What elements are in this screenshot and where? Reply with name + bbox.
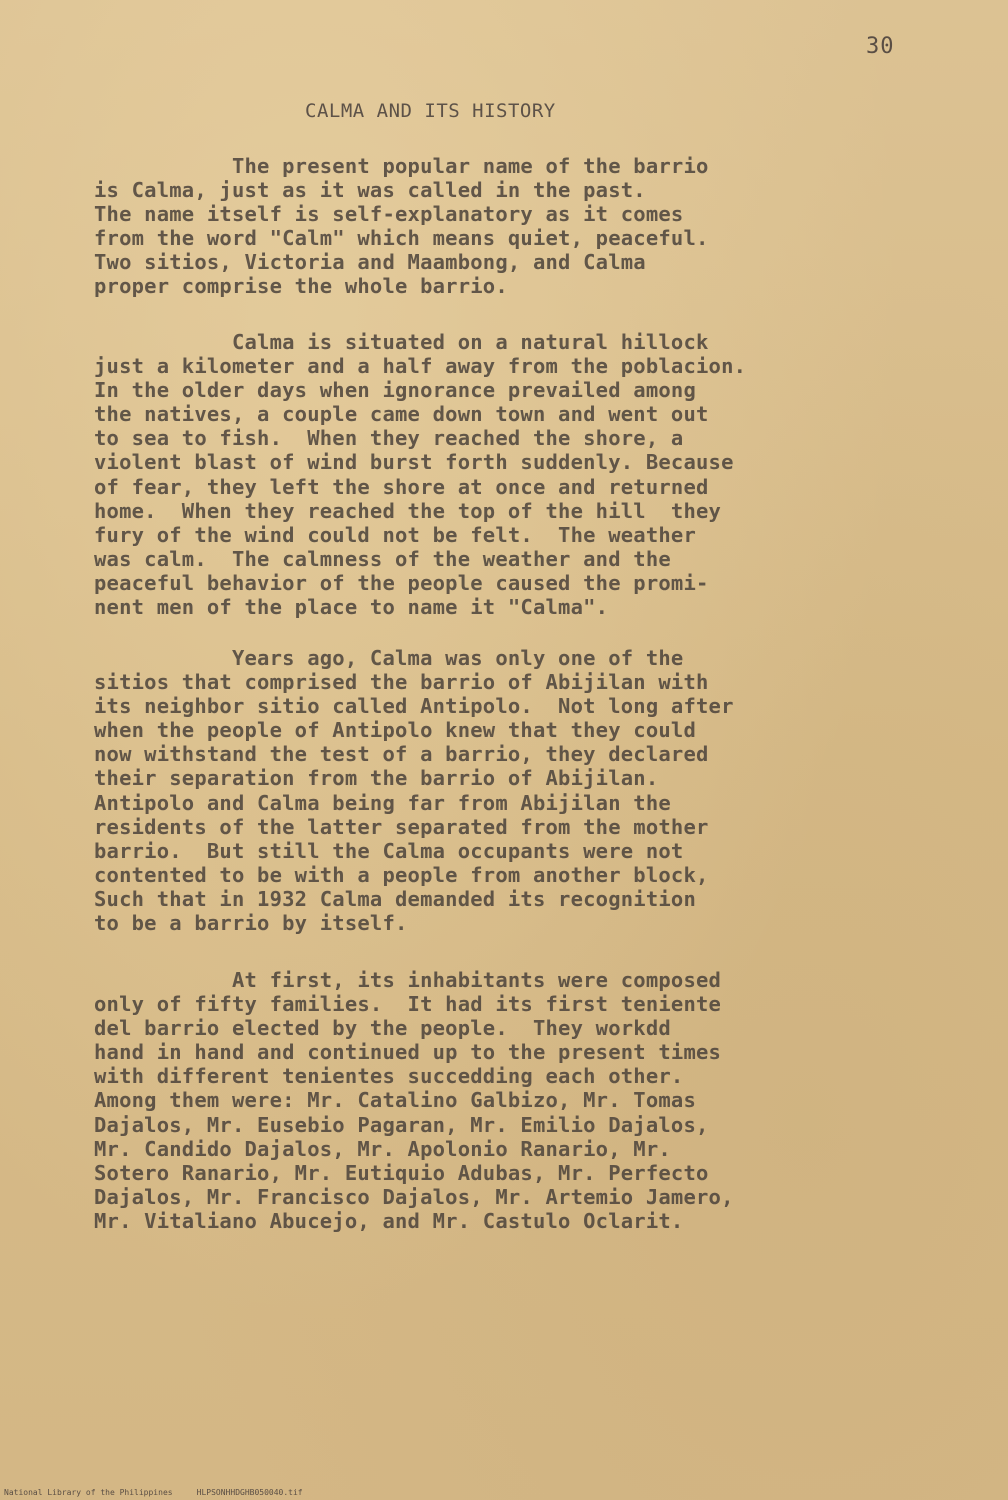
text-line: The present popular name of the barrio [94, 154, 709, 178]
text-line: Antipolo and Calma being far from Abijilan the [94, 790, 671, 815]
text-line: violent blast of wind burst forth suddenly. Because [94, 450, 734, 475]
text-line: Two sitios, Victoria and Maambong, and Calma [94, 250, 646, 275]
text-line: was calm. The calmness of the weather and the [94, 546, 671, 571]
text-line: Among them were: Mr. Catalino Galbizo, Mr. Tomas [94, 1088, 697, 1113]
text-line: Mr. Vitaliano Abucejo, and Mr. Castulo Oclarit. [94, 1208, 684, 1233]
paragraph [94, 330, 914, 619]
text-line: Mr. Candido Dajalos, Mr. Apolonio Ranario, Mr. [94, 1136, 671, 1161]
paragraph [94, 154, 914, 299]
text-line: from the word "Calm" which means quiet, peaceful. [94, 226, 709, 251]
text-line: now withstand the test of a barrio, they declared [94, 742, 709, 767]
text-line: is Calma, just as it was called in the past. [94, 178, 646, 203]
text-line: Calma is situated on a natural hillock [94, 330, 709, 354]
text-line: only of fifty families. It had its first teniente [94, 992, 722, 1017]
text-line: proper comprise the whole barrio. [94, 274, 508, 299]
text-line: Years ago, Calma was only one of the [94, 646, 684, 670]
text-line: home. When they reached the top of the hill they [94, 498, 722, 523]
text-line: Sotero Ranario, Mr. Eutiquio Adubas, Mr. Perfecto [94, 1160, 709, 1185]
text-line: just a kilometer and a half away from the poblacion. [94, 354, 747, 379]
text-line: At first, its inhabitants were composed [94, 968, 722, 992]
text-line: with different tenientes succedding each other. [94, 1064, 684, 1089]
text-line: barrio. But still the Calma occupants were not [94, 838, 684, 863]
scan-footer: National Library of the Philippines HLPSONHHDGHB050040.tif [4, 1488, 303, 1497]
text-line: residents of the latter separated from the mother [94, 814, 709, 839]
text-line: of fear, they left the shore at once and returned [94, 474, 709, 499]
paragraph [94, 968, 914, 1233]
text-line: hand in hand and continued up to the present times [94, 1040, 722, 1065]
text-line: In the older days when ignorance prevailed among [94, 378, 697, 403]
text-line: to sea to fish. When they reached the shore, a [94, 426, 684, 451]
text-line: Dajalos, Mr. Francisco Dajalos, Mr. Artemio Jamero, [94, 1184, 734, 1209]
paragraph [94, 646, 914, 935]
text-line: sitios that comprised the barrio of Abijilan with [94, 670, 709, 695]
text-line: Such that in 1932 Calma demanded its recognition [94, 886, 697, 911]
text-line: peaceful behavior of the people caused the promi- [94, 570, 709, 595]
text-line: Dajalos, Mr. Eusebio Pagaran, Mr. Emilio Dajalos, [94, 1112, 709, 1137]
text-line: when the people of Antipolo knew that they could [94, 718, 697, 743]
text-line: nent men of the place to name it "Calma". [94, 595, 609, 620]
page-number: 30 [866, 34, 895, 59]
text-line: its neighbor sitio called Antipolo. Not long after [94, 694, 734, 719]
text-line: The name itself is self-explanatory as it comes [94, 202, 684, 227]
text-line: to be a barrio by itself. [94, 911, 408, 936]
text-line: contented to be with a people from another block, [94, 862, 709, 887]
text-line: their separation from the barrio of Abijilan. [94, 766, 659, 791]
text-line: fury of the wind could not be felt. The weather [94, 522, 697, 547]
text-line: del barrio elected by the people. They workdd [94, 1016, 671, 1041]
document-title: CALMA AND ITS HISTORY [305, 100, 556, 122]
text-line: the natives, a couple came down town and went out [94, 402, 709, 427]
